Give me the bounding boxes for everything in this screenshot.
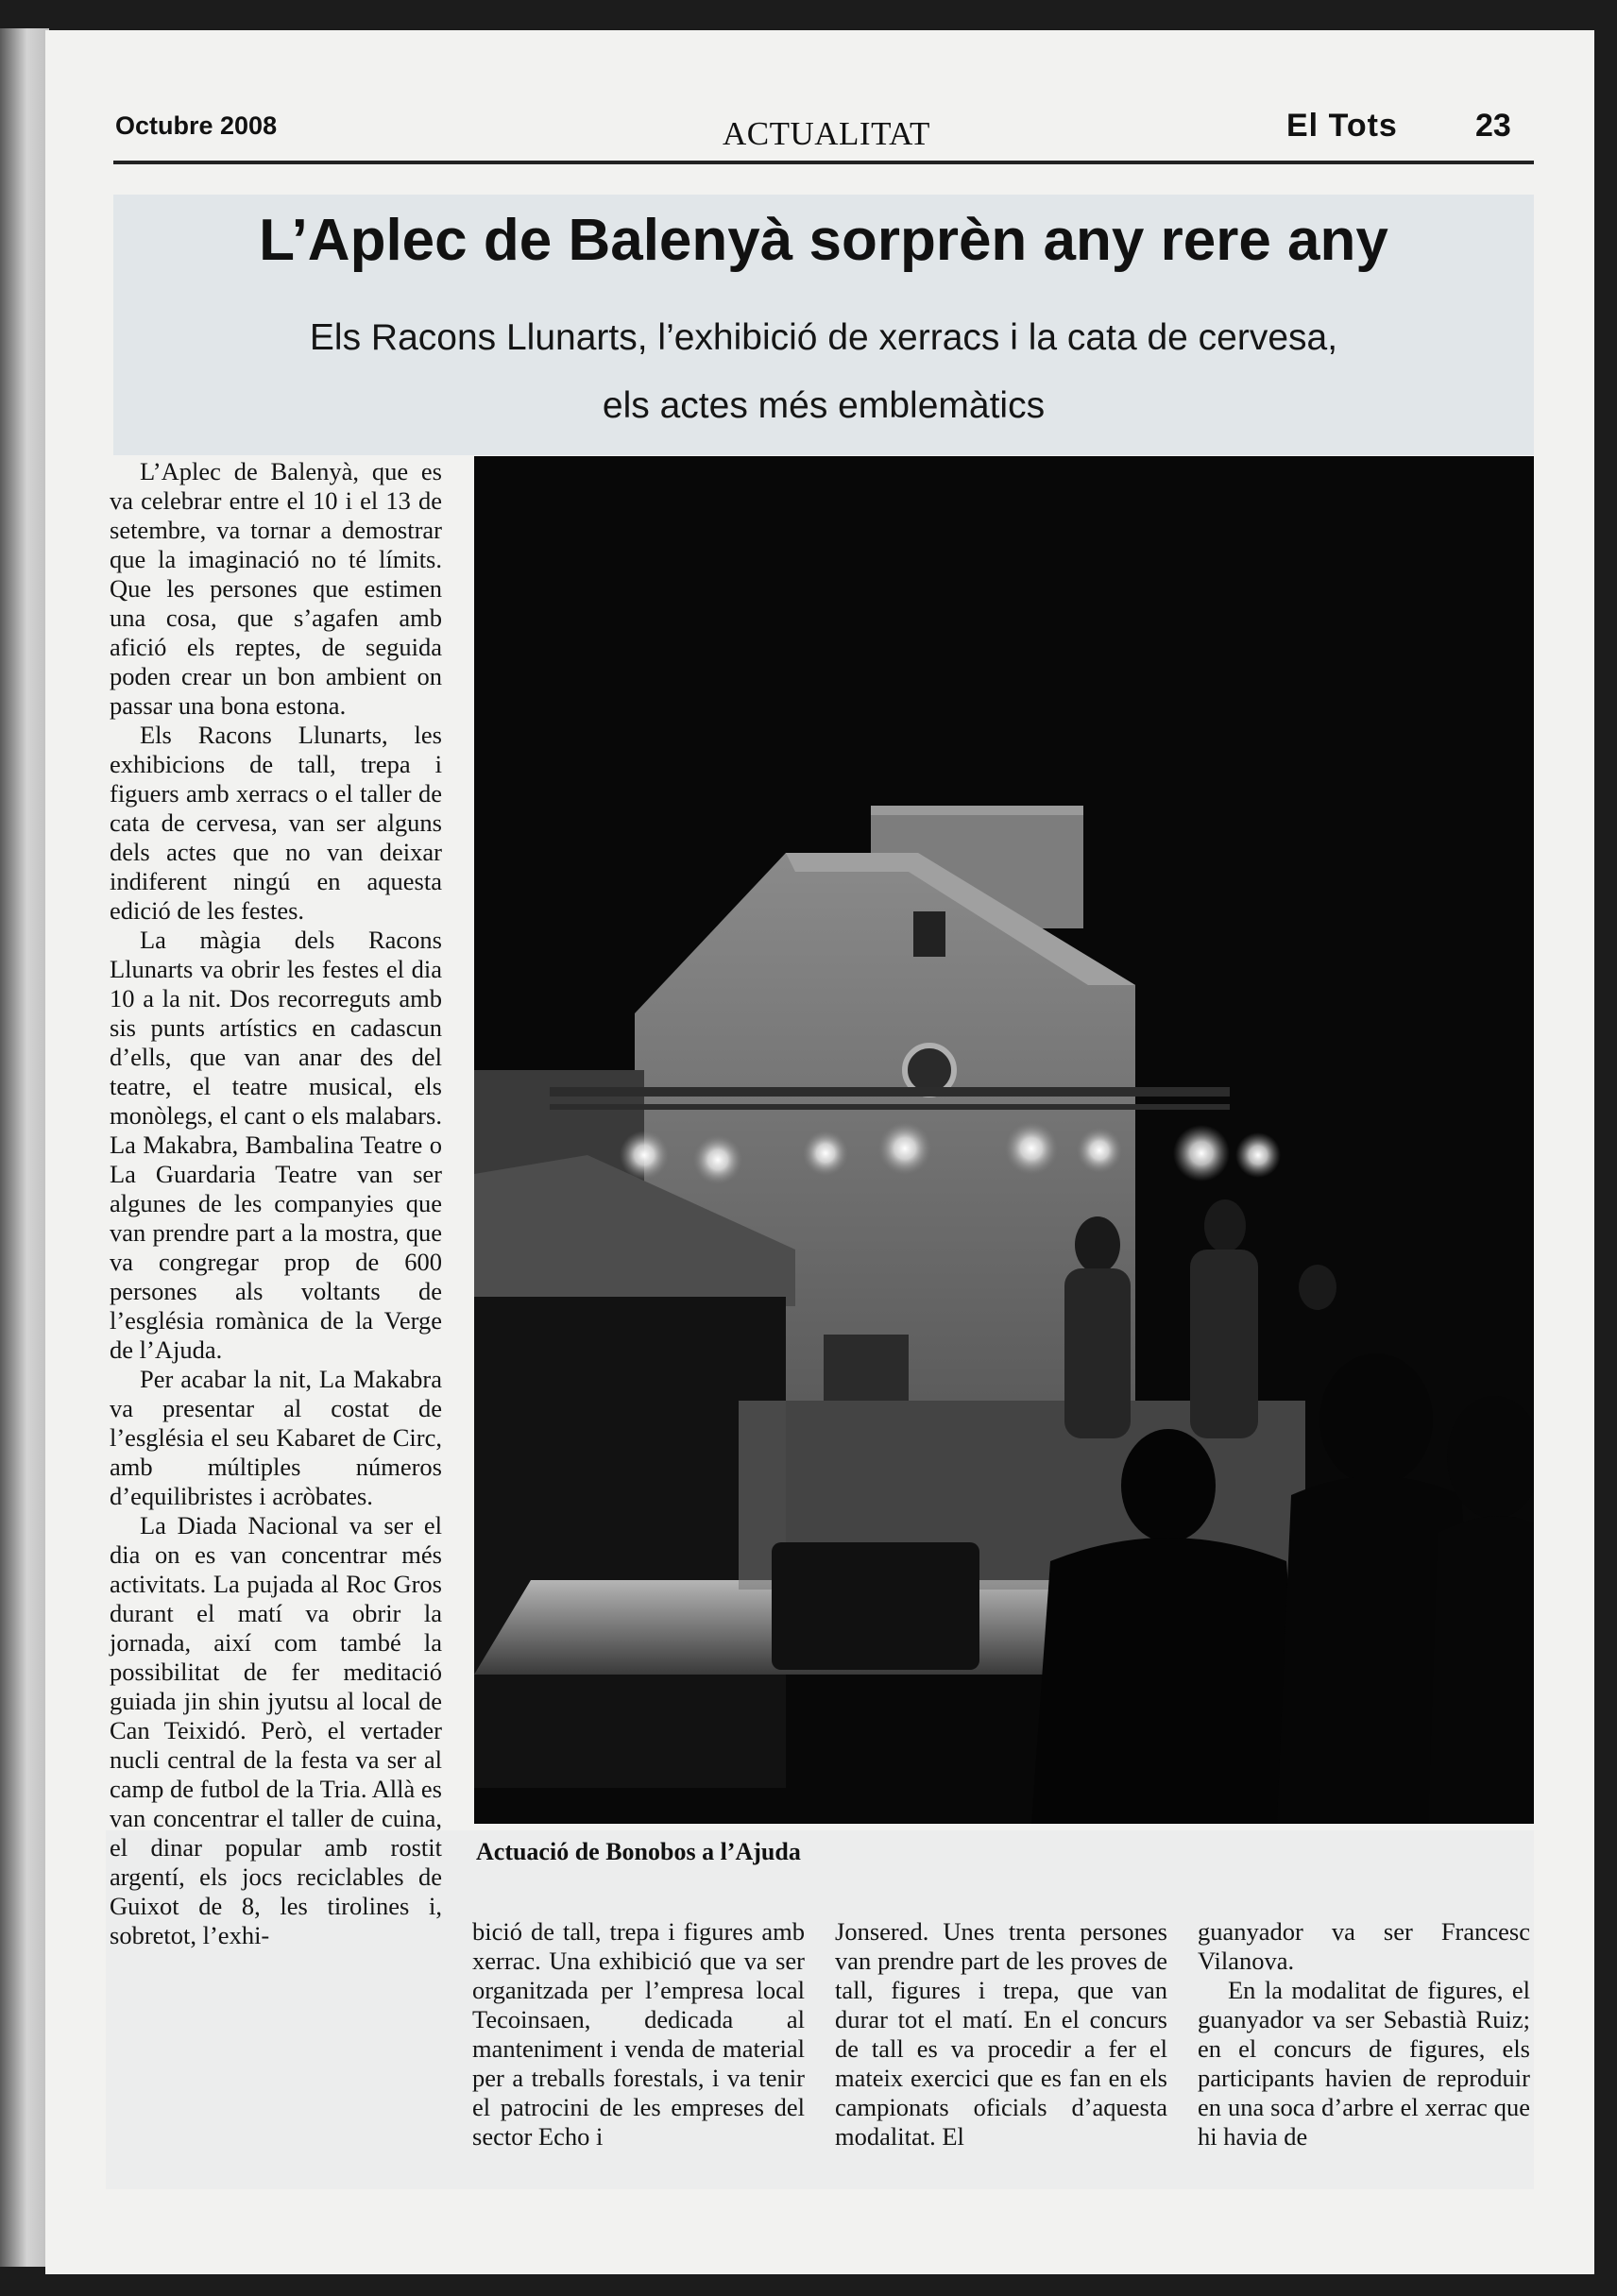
text-column-3 bbox=[835, 1917, 1167, 2151]
paragraph: En la modalitat de figures, el guanyador va ser Sebastià Ruiz; en el concurs de figures, els participants havien de reproduir en una soca d’arbre el xerrac que hi havia de bbox=[1198, 1976, 1530, 2151]
paragraph: La màgia dels Racons Llunarts va obrir les festes el dia 10 a la nit. Dos recorreguts amb sis punts artístics en cadascun d’ells, que van anar des del teatre, el teatre musical, els monòlegs, el cant o els malabars. La Makabra, Bambalina Teatre o La Guardaria Teatre van ser algunes de les companyies que van prendre part a la mostra, que va congregar prop de 600 persones als voltants de l’església romànica de la Verge de l’Ajuda. bbox=[110, 926, 442, 1364]
article-subtitle bbox=[227, 304, 1421, 440]
concert-photo bbox=[474, 456, 1534, 1824]
page-number: 23 bbox=[1475, 108, 1511, 144]
paragraph: guanyador va ser Francesc Vilanova. bbox=[1198, 1917, 1530, 1975]
text-column-2 bbox=[472, 1917, 805, 2151]
text-column-1 bbox=[110, 457, 442, 1950]
paragraph: bició de tall, trepa i figures amb xerrac. Una exhibició que va ser organitzada per l’empresa local Tecoinsaen, dedicada al manteniment i venda de material per a treballs forestals, i va tenir el patrocini de les empreses del sector Echo i bbox=[472, 1917, 805, 2151]
issue-date: Octubre 2008 bbox=[115, 111, 278, 140]
paragraph: Els Racons Llunarts, les exhibicions de tall, trepa i figuers amb xerracs o el taller de cata de cervesa, van ser alguns dels actes que no van deixar indiferent ningú en aquesta edició de les festes. bbox=[110, 721, 442, 925]
photo-caption: Actuació de Bonobos a l’Ajuda bbox=[476, 1838, 801, 1865]
paragraph: La Diada Nacional va ser el dia on es van concentrar més activitats. La pujada al Roc Gros durant el matí va obrir la jornada, així com també la possibilitat de fer meditació guiada jin shin jyutsu al local de Can Teixidó. Però, el vertader nucli central de la festa va ser al camp de futbol de la Tria. Allà es van concentrar el taller de cuina, el dinar popular amb rostit argentí, els jocs reciclables de Guixot de 8, les tirolines i, sobretot, l’exhi- bbox=[110, 1511, 442, 1949]
section-name: ACTUALITAT bbox=[723, 115, 930, 152]
paragraph: Jonsered. Unes trenta persones van prendre part de les proves de tall, figures i trepa, que van durar tot el matí. En el concurs de tall es va procedir a fer el mateix exercici que es fan en els campionats oficials d’aquesta modalitat. El bbox=[835, 1917, 1167, 2151]
adjacent-page-edge bbox=[0, 28, 49, 2267]
text-column-4 bbox=[1198, 1917, 1530, 2151]
article-title: L’Aplec de Balenyà sorprèn any rere any bbox=[259, 208, 1388, 273]
subtitle-line: Els Racons Llunarts, l’exhibició de xerracs i la cata de cervesa, bbox=[309, 317, 1338, 358]
paragraph: Per acabar la nit, La Makabra va presentar al costat de l’església el seu Kabaret de Circ, amb múltiples números d’equilibristes i acròbates. bbox=[110, 1365, 442, 1510]
paragraph: L’Aplec de Balenyà, que es va celebrar entre el 10 i el 13 de setembre, va tornar a demostrar que la imaginació no té límits. Que les persones que estimen una cosa, que s’agafen amb afició els reptes, de seguida poden crear un bon ambient on passar una bona estona. bbox=[110, 457, 442, 720]
subtitle-line: els actes més emblemàtics bbox=[602, 385, 1046, 426]
publication-name: El Tots bbox=[1286, 108, 1398, 144]
header-rule bbox=[113, 161, 1534, 164]
photo-illustration bbox=[474, 456, 1534, 1824]
